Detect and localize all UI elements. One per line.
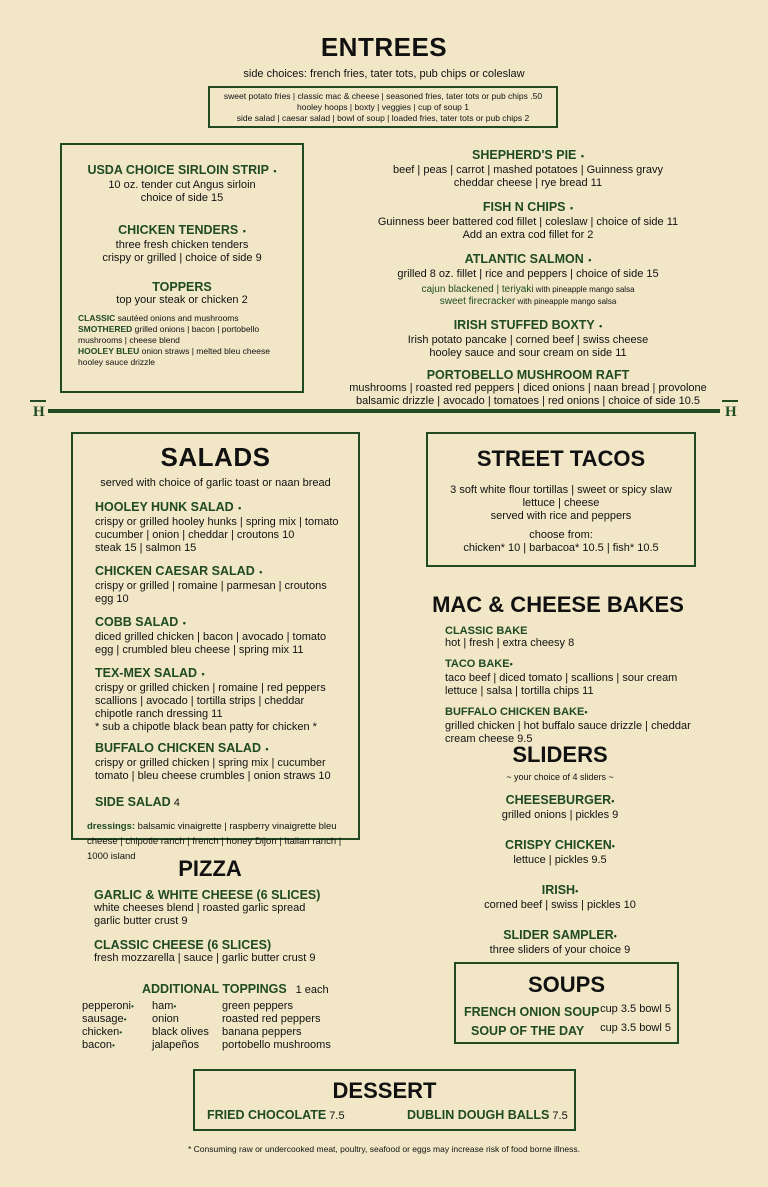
item-title: ATLANTIC SALMON [464, 252, 584, 266]
item-title: SHEPHERD'S PIE [472, 148, 577, 162]
toppings-header: ADDITIONAL TOPPINGS 1 each [142, 982, 329, 996]
toppings-col2: ham• onion black olives jalapeños [152, 1000, 209, 1051]
disclaimer: * Consuming raw or undercooked meat, poultry, seafood or eggs may increase risk of food borne illness. [188, 1144, 580, 1154]
item-title: USDA CHOICE SIRLOIN STRIP [87, 163, 269, 177]
logo-icon-right: H [725, 404, 737, 420]
slider-sampler: SLIDER SAMPLER• three sliders of your choice 9 [489, 928, 631, 956]
item-desc: grilled 8 oz. fillet | rice and peppers | choice of side 15 [397, 268, 659, 280]
hunk-item: HOOLEY HUNK SALAD • crispy or grilled hooley hunks | spring mix | tomato cucumber | onion | cheddar | croutons 10 steak 15 | salmon 15 [95, 500, 339, 554]
tacos-box [426, 432, 696, 567]
item-title: CHICKEN TENDERS [118, 223, 239, 237]
item-desc: mushrooms | roasted red peppers | diced onions | naan bread | provolone [349, 382, 707, 394]
toppers-options [78, 313, 290, 368]
side-choices: side choices: french fries, tater tots, pub chips or coleslaw [243, 68, 525, 80]
mac-taco: TACO BAKE• taco beef | diced tomato | scallions | sour cream lettuce | salsa | tortilla chips 11 [445, 658, 678, 697]
item-title: FISH N CHIPS [482, 200, 566, 214]
pizza-title: PIZZA [178, 856, 242, 881]
dessert-item-1: FRIED CHOCOLATE 7.5 [207, 1108, 345, 1122]
item-title: TOPPERS [152, 280, 212, 294]
upgrade-line: side salad | caesar salad | bowl of soup | loaded fries, tater tots or pub chips 2 [236, 113, 530, 123]
item-desc: top your steak or chicken 2 [116, 294, 248, 306]
upgrade-box [208, 86, 558, 128]
shepherds-item: SHEPHERD'S PIE • beef | peas | carrot | mashed potatoes | Guinness gravy cheddar cheese | rye bread 11 [318, 146, 738, 190]
soup-french: FRENCH ONION SOUP cup 3.5 bowl 5 [464, 1003, 671, 1019]
logo-icon-left: H [33, 404, 45, 420]
tacos-desc: 3 soft white flour tortillas | sweet or spicy slaw [450, 484, 672, 496]
fish-item: FISH N CHIPS • Guinness beer battered cod fillet | coleslaw | choice of side 11 Add an extra cod fillet for 2 [318, 198, 738, 242]
toppings-col1: pepperoni• sausage• chicken• bacon• [82, 1000, 134, 1051]
item-desc: three fresh chicken tenders [115, 239, 249, 251]
salmon-option: cajun blackened | teriyaki with pineapple mango salsa [421, 284, 635, 295]
entrees-title: ENTREES [320, 32, 448, 62]
topper-text: onion straws | melted bleu cheese hooley sauce drizzle [78, 346, 270, 367]
item-title: PORTOBELLO MUSHROOM RAFT [426, 368, 630, 382]
slider-irish: IRISH• corned beef | swiss | pickles 10 [484, 883, 636, 911]
sliders-section [420, 742, 700, 957]
tacos-desc: lettuce | cheese [522, 497, 600, 509]
pizza-classic: CLASSIC CHEESE (6 SLICES) fresh mozzarella | sauce | garlic butter crust 9 [94, 938, 316, 964]
topper-text: sautéed onions and mushrooms [115, 313, 239, 323]
dessert-title: DESSERT [332, 1078, 437, 1103]
dressings: dressings: balsamic vinaigrette | raspberry vinaigrette bleu cheese | chipotle ranch | french | honey Dijon | Italian ranch | 1000 island [87, 821, 342, 862]
tacos-desc: choose from: [529, 529, 593, 541]
item-desc: crispy or grilled | choice of side 9 [102, 252, 262, 264]
texmex-item: TEX-MEX SALAD • crispy or grilled chicken | romaine | red peppers scallions | avocado | tortilla strips | cheddar chipotle ranch dressing 11 * sub a chipotle black bean patty for chicken * [95, 666, 326, 733]
caesar-item: CHICKEN CAESAR SALAD • crispy or grilled | romaine | parmesan | croutons egg 10 [95, 564, 327, 605]
raft-item [318, 368, 738, 408]
topper-text: grilled onions | bacon | portobello mushrooms | cheese blend [78, 324, 260, 345]
entrees-left-box [60, 143, 304, 393]
soup-day: SOUP OF THE DAY cup 3.5 bowl 5 [471, 1022, 671, 1038]
salads-sub: served with choice of garlic toast or naan bread [100, 477, 331, 489]
sliders-title: SLIDERS [512, 742, 608, 767]
topper-label: HOOLEY BLEU [78, 346, 140, 356]
entrees-right [318, 146, 738, 408]
pizza-items [94, 888, 394, 965]
boxty-item: IRISH STUFFED BOXTY • Irish potato pancake | corned beef | swiss cheese hooley sauce and sour cream on side 11 [318, 316, 738, 360]
item-title: IRISH STUFFED BOXTY [453, 318, 595, 332]
upgrade-line: hooley hoops | boxty | veggies | cup of soup 1 [296, 102, 469, 112]
toppers-item [62, 280, 302, 307]
pizza-garlic: GARLIC & WHITE CHEESE (6 SLICES) white cheeses blend | roasted garlic spread garlic butter crust 9 [94, 888, 321, 927]
mac-classic: CLASSIC BAKE hot | fresh | extra cheesy 8 [445, 625, 575, 649]
mac-items [445, 625, 745, 746]
item-desc: cheddar cheese | rye bread 11 [453, 177, 603, 189]
tacos-title: STREET TACOS [476, 446, 646, 471]
cobb-item: COBB SALAD • diced grilled chicken | bacon | avocado | tomato egg | crumbled bleu cheese | spring mix 11 [95, 615, 327, 656]
topper-label: CLASSIC [78, 313, 116, 323]
tacos-desc: chicken* 10 | barbacoa* 10.5 | fish* 10.5 [463, 542, 659, 554]
soups-title: SOUPS [527, 972, 606, 997]
item-desc: choice of side 15 [140, 192, 224, 204]
item-desc: Add an extra cod fillet for 2 [462, 229, 594, 241]
salmon-option: sweet firecracker with pineapple mango salsa [439, 296, 617, 307]
soups-box [454, 962, 679, 1044]
dessert-item-2: DUBLIN DOUGH BALLS 7.5 [407, 1108, 568, 1122]
topper-label: SMOTHERED [78, 324, 133, 334]
item-desc: Irish potato pancake | corned beef | swiss cheese [407, 334, 649, 346]
salads-box [71, 432, 360, 862]
mac-title: MAC & CHEESE BAKES [432, 592, 684, 617]
section-divider [48, 409, 720, 413]
mac-buffalo: BUFFALO CHICKEN BAKE• grilled chicken | hot buffalo sauce drizzle | cheddar cream cheese 9.5 [445, 706, 691, 745]
item-desc: beef | peas | carrot | mashed potatoes | Guinness gravy [392, 164, 664, 176]
item-desc: balsamic drizzle | avocado | tomatoes | red onions | choice of side 10.5 [355, 395, 701, 407]
upgrade-line: sweet potato fries | classic mac & cheese | seasoned fries, tater tots or pub chips .50 [223, 91, 543, 101]
side-salad-item: SIDE SALAD 4 [95, 795, 180, 809]
sirloin-item: USDA CHOICE SIRLOIN STRIP • 10 oz. tender cut Angus sirloin choice of side 15 [62, 161, 302, 205]
item-desc: hooley sauce and sour cream on side 11 [429, 347, 627, 359]
tacos-desc: served with rice and peppers [490, 510, 632, 522]
dessert-box [193, 1069, 576, 1131]
buffalo-salad-item: BUFFALO CHICKEN SALAD • crispy or grilled chicken | spring mix | cucumber tomato | bleu cheese crumbles | onion straws 10 [95, 741, 331, 782]
item-desc: Guinness beer battered cod fillet | coleslaw | choice of side 11 [377, 216, 679, 228]
salmon-item: ATLANTIC SALMON • grilled 8 oz. fillet | rice and peppers | choice of side 15 cajun blackened | teriyaki with pineapple mango salsa sweet firecracker with pineapple mango salsa [318, 250, 738, 308]
salads-title: SALADS [160, 442, 271, 472]
tenders-item: CHICKEN TENDERS • three fresh chicken tenders crispy or grilled | choice of side 9 [62, 221, 302, 265]
sliders-sub: ~ your choice of 4 sliders ~ [506, 772, 614, 782]
slider-cheese: CHEESEBURGER• grilled onions | pickles 9 [501, 793, 619, 821]
toppings-col3: green peppers roasted red peppers banana peppers portobello mushrooms [222, 1000, 331, 1051]
slider-crispy: CRISPY CHICKEN• lettuce | pickles 9.5 [505, 838, 615, 866]
item-desc: 10 oz. tender cut Angus sirloin [108, 179, 256, 191]
